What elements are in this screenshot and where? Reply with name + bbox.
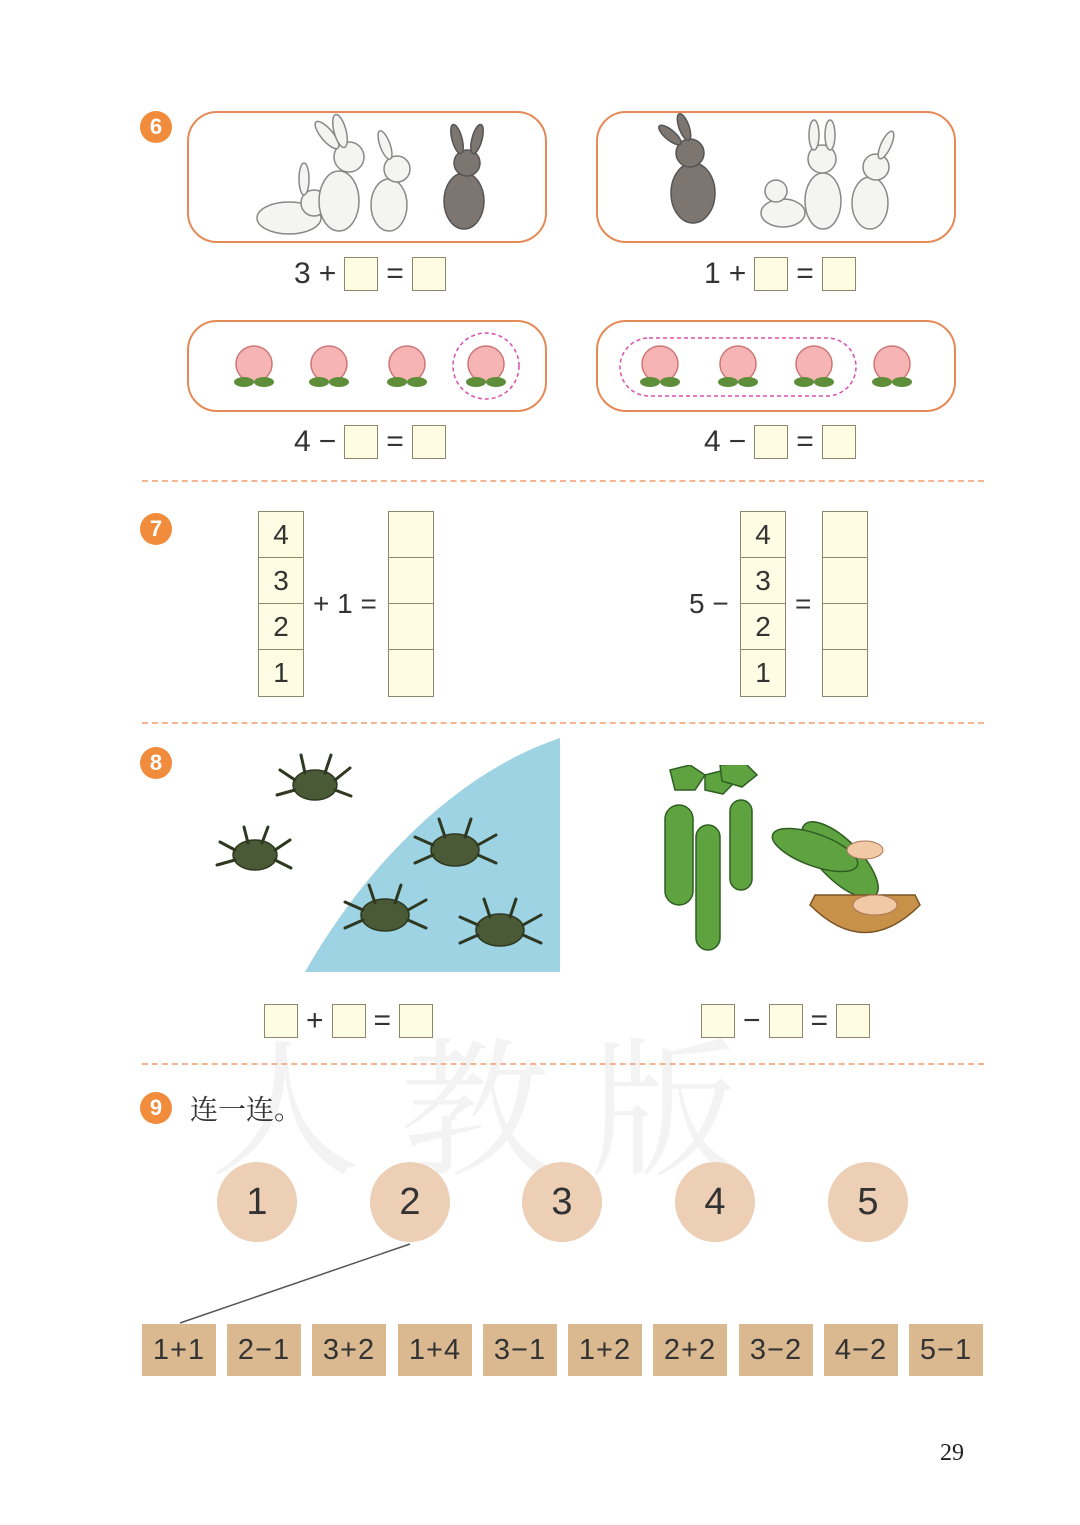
equation-6d [700, 425, 860, 459]
peaches-picture-right [596, 320, 956, 412]
answer-box[interactable] [754, 425, 788, 459]
answer-box[interactable] [412, 257, 446, 291]
expression-card[interactable]: 5−1 [909, 1324, 983, 1376]
column-value: 4 [741, 512, 785, 558]
equals-sign: = [795, 588, 812, 619]
equals-sign: = [386, 257, 404, 290]
answer-box[interactable] [264, 1004, 298, 1038]
equation-8b [697, 1004, 874, 1038]
operator: + [306, 1004, 324, 1037]
answer-box[interactable] [701, 1004, 735, 1038]
number-column-right [740, 511, 786, 697]
expression-card[interactable]: 1+1 [142, 1324, 216, 1376]
expression-card[interactable]: 2−1 [227, 1324, 301, 1376]
expression-card[interactable]: 1+2 [568, 1324, 642, 1376]
section-divider [142, 722, 984, 724]
answer-cell[interactable] [823, 604, 867, 650]
loofah-illustration [650, 765, 930, 955]
number-column-left [258, 511, 304, 697]
expression-card[interactable]: 1+4 [398, 1324, 472, 1376]
peaches-illustration [189, 322, 545, 410]
expression-card[interactable]: 3+2 [312, 1324, 386, 1376]
rabbits-illustration [598, 113, 954, 241]
plus-one-equals: + 1 = [313, 588, 377, 619]
peaches-picture-left [187, 320, 547, 412]
operator: − [743, 1004, 761, 1037]
column-value: 2 [741, 604, 785, 650]
operand: 1 [704, 257, 721, 290]
column-value: 2 [259, 604, 303, 650]
column-value: 1 [273, 657, 289, 688]
equation-6b [700, 257, 860, 291]
answer-box[interactable] [412, 425, 446, 459]
equation-8a [260, 1004, 437, 1038]
badge-7: 7 [140, 513, 172, 545]
operand: 4 [294, 425, 311, 458]
answer-box[interactable] [836, 1004, 870, 1038]
number-circle[interactable]: 5 [828, 1162, 908, 1242]
expression-card[interactable]: 4−2 [824, 1324, 898, 1376]
equals-sign: = [386, 425, 404, 458]
operator: − [728, 425, 747, 458]
expression-card[interactable]: 3−2 [739, 1324, 813, 1376]
number-circle[interactable]: 2 [370, 1162, 450, 1242]
exercise-title: 连一连。 [190, 1093, 303, 1126]
operand: 3 [294, 257, 311, 290]
answer-box[interactable] [344, 257, 378, 291]
answer-box[interactable] [822, 257, 856, 291]
crabs-illustration [200, 735, 565, 975]
number-circle[interactable]: 1 [217, 1162, 297, 1242]
answer-box[interactable] [769, 1004, 803, 1038]
answer-cell[interactable] [389, 604, 433, 650]
column-value: 3 [741, 558, 785, 604]
column-value: 1 [755, 657, 771, 688]
answer-box[interactable] [399, 1004, 433, 1038]
section-divider [142, 1063, 984, 1065]
answer-cell[interactable] [823, 512, 867, 558]
answer-box[interactable] [344, 425, 378, 459]
equals-sign: = [810, 1004, 829, 1037]
peaches-illustration [598, 322, 954, 410]
operand: 4 [704, 425, 721, 458]
page-number: 29 [940, 1440, 964, 1466]
equals-sign: = [373, 1004, 392, 1037]
badge-6: 6 [140, 111, 172, 143]
answer-column-left [388, 511, 434, 697]
column-value: 4 [259, 512, 303, 558]
section-divider [142, 480, 984, 482]
operator: + [728, 257, 747, 290]
equals-sign: = [796, 425, 814, 458]
column-value: 3 [259, 558, 303, 604]
answer-box[interactable] [332, 1004, 366, 1038]
expression-card[interactable]: 3−1 [483, 1324, 557, 1376]
rabbits-picture-left [187, 111, 547, 243]
equation-6c [290, 425, 450, 459]
answer-cell[interactable] [389, 650, 433, 696]
answer-column-right [822, 511, 868, 697]
badge-9: 9 [140, 1092, 172, 1124]
answer-cell[interactable] [389, 512, 433, 558]
equation-6a [290, 257, 450, 291]
rabbits-picture-right [596, 111, 956, 243]
number-circle[interactable]: 4 [675, 1162, 755, 1242]
operator: − [318, 425, 337, 458]
answer-cell[interactable] [823, 558, 867, 604]
answer-cell[interactable] [389, 558, 433, 604]
number-circle[interactable]: 3 [522, 1162, 602, 1242]
equals-sign: = [796, 257, 814, 290]
answer-box[interactable] [822, 425, 856, 459]
operator: + [318, 257, 337, 290]
five-minus: 5 − [689, 588, 729, 619]
expression-card[interactable]: 2+2 [653, 1324, 727, 1376]
answer-box[interactable] [754, 257, 788, 291]
answer-cell[interactable] [823, 650, 867, 696]
rabbits-illustration [189, 113, 545, 241]
badge-8: 8 [140, 747, 172, 779]
